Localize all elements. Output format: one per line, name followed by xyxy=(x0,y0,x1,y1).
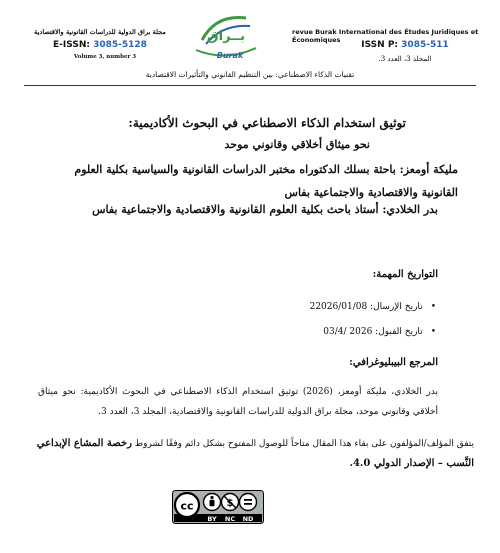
author-2: بدر الخلادي: أستاذ باحث بكلية العلوم القانونية والاقتصادية والاجتماعية بفاس xyxy=(92,203,438,216)
logo-text-ar: بــراق xyxy=(207,29,245,44)
author-1: مليكة أومعز: باحثة بسلك الدكتوراه مختبر الدراسات القانونية والسياسية بكلية العلوم القانونية والاقتصادية والاجتماعية بفاس xyxy=(74,163,458,199)
citation-heading: المرجع البيبليوغرافي: xyxy=(349,357,438,368)
journal-name-ar: مجلة براق الدولية للدراسات القانونية والاقتصادية xyxy=(34,28,166,36)
volume-en: Volume 3, number 3 xyxy=(73,54,137,60)
issn-p xyxy=(330,40,480,50)
logo-text-en: Burak xyxy=(216,51,244,60)
cc-by-label: BY xyxy=(207,515,217,523)
license-name[interactable]: رخصة المشاع الإبداعي النَّسب – الإصدار الدولي 4.0. xyxy=(36,438,474,469)
citation-text: بدر الخلادي، مليكة أومعز، (2026) توثيق استخدام الذكاء الاصطناعي في البحوث الأكاديمية: نحو ميثاق أخلاقي وقانوني موحد، مجلة براق الدولية للدراسات القانونية والاقتصادية، المجلد 3، العدد 3. xyxy=(38,387,438,417)
svg-text:$: $ xyxy=(226,498,234,509)
eissn xyxy=(40,40,160,50)
bullet-icon: • xyxy=(430,327,436,337)
svg-text:cc: cc xyxy=(180,499,194,513)
date-accepted xyxy=(136,327,436,337)
cc-nd-label: ND xyxy=(242,515,254,523)
dates-heading: التواريخ المهمة: xyxy=(372,269,438,280)
cc-license-badge[interactable] xyxy=(172,490,264,524)
date-sent xyxy=(136,302,436,312)
eissn-label: E-ISSN: xyxy=(53,40,90,50)
eissn-number: 3085-5128 xyxy=(93,40,147,50)
burak-logo xyxy=(186,10,266,70)
header-divider xyxy=(24,85,476,86)
date-sent-text: تاريخ الإرسال: 22026/01/08 xyxy=(309,302,423,312)
burak-logo-icon xyxy=(186,10,266,70)
running-title: تقنيات الذكاء الاصطناعي: بين التنظيم القانوني والتأثيرات الاقتصادية xyxy=(145,70,355,79)
bullet-icon: • xyxy=(430,302,436,312)
article-subtitle: نحو ميثاق أخلاقي وقانوني موحد xyxy=(224,138,370,151)
volume-ar: المجلد 3، العدد 3. xyxy=(378,55,432,63)
issn-p-number: 3085-511 xyxy=(401,40,449,50)
journal-name-fr: revue Burak International des Études Juridiques et Économiques xyxy=(292,28,479,44)
issn-p-label: ISSN P: xyxy=(361,40,399,50)
date-accepted-text: تاريخ القبول: 2026 /03/4 xyxy=(323,327,423,337)
cc-nc-label: NC xyxy=(224,515,236,523)
license-text: يتفق المؤلف/المؤلفون على بقاء هذا المقال متاحاً للوصول المفتوح بشكل دائم وفقًا لشروط xyxy=(134,439,474,449)
license-statement xyxy=(30,434,474,474)
article-title: توثيق استخدام الذكاء الاصطناعي في البحوث الأكاديمية: xyxy=(128,116,406,130)
cc-by-nc-nd-icon xyxy=(172,490,264,524)
